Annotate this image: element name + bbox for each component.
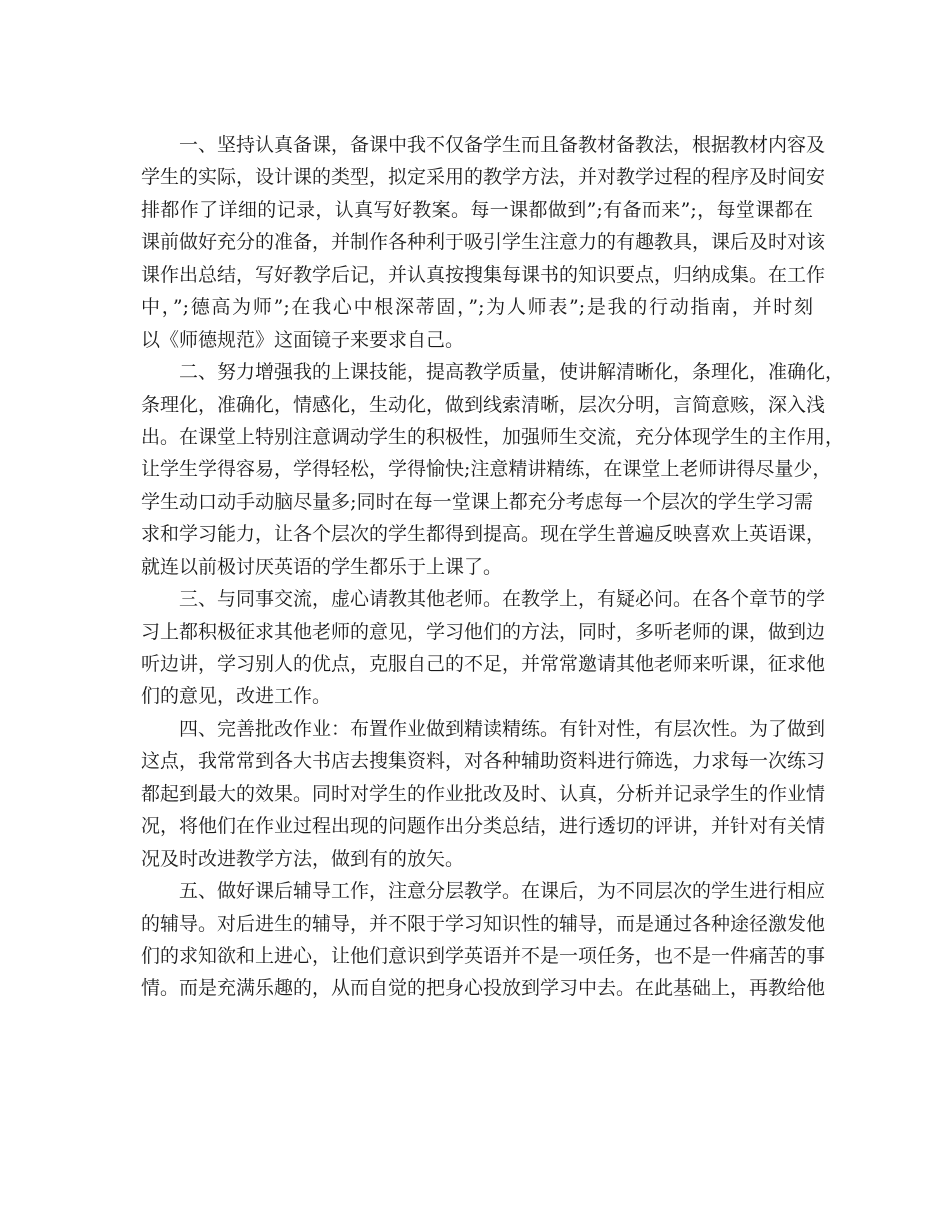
paragraph-line: 习上都积极征求其他老师的意见，学习他们的方法，同时，多听老师的课，做到边 xyxy=(141,620,826,643)
paragraph-first-line: 四、完善批改作业：布置作业做到精读精练。有针对性，有层次性。为了做到 xyxy=(179,717,826,740)
paragraph-line: 这点，我常常到各大书店去搜集资料，对各种辅助资料进行筛选，力求每一次练习 xyxy=(141,750,826,773)
paragraph-line: 情。而是充满乐趣的，从而自觉的把身心投放到学习中去。在此基础上，再教给他 xyxy=(141,977,826,1000)
paragraph-line: 排都作了详细的记录，认真写好教案。每一课都做到”;有备而来”;，每堂课都在 xyxy=(141,198,813,221)
paragraph-first-line: 二、努力增强我的上课技能，提高教学质量，使讲解清晰化，条理化，准确化， xyxy=(179,361,845,384)
paragraph-line: 求和学习能力，让各个层次的学生都得到提高。现在学生普遍反映喜欢上英语课， xyxy=(141,523,826,546)
paragraph-first-line: 三、与同事交流，虚心请教其他老师。在教学上，有疑必问。在各个章节的学 xyxy=(179,588,826,611)
paragraph xyxy=(141,583,826,713)
paragraph-first-line: 一、坚持认真备课，备课中我不仅备学生而且备教材备教法，根据教材内容及 xyxy=(179,134,826,156)
paragraph-line: 学生动口动手动脑尽量多;同时在每一堂课上都充分考虑每一个层次的学生学习需 xyxy=(141,490,813,513)
paragraph-line: 们的求知欲和上进心，让他们意识到学英语并不是一项任务，也不是一件痛苦的事 xyxy=(141,944,826,967)
paragraph-line: 课作出总结，写好教学后记，并认真按搜集每课书的知识要点，归纳成集。在工作 xyxy=(141,263,826,286)
paragraph-line: 都起到最大的效果。同时对学生的作业批改及时、认真，分析并记录学生的作业情 xyxy=(141,782,826,805)
paragraph-line: 就连以前极讨厌英语的学生都乐于上课了。 xyxy=(141,555,503,578)
paragraph-line: 以《师德规范》这面镜子来要求自己。 xyxy=(141,328,465,351)
paragraph-line: 让学生学得容易，学得轻松，学得愉快;注意精讲精练，在课堂上老师讲得尽量少， xyxy=(141,458,832,481)
paragraph-line: 况，将他们在作业过程出现的问题作出分类总结，进行透切的评讲，并针对有关情 xyxy=(141,815,826,838)
paragraph-line: 们的意见，改进工作。 xyxy=(141,685,332,708)
paragraph xyxy=(141,875,826,1005)
paragraph-line: 听边讲，学习别人的优点，克服自己的不足，并常常邀请其他老师来听课，征求他 xyxy=(141,653,826,675)
paragraph xyxy=(141,356,845,583)
paragraph xyxy=(141,713,826,875)
paragraph-line: 的辅导。对后进生的辅导，并不限于学习知识性的辅导，而是通过各种途径激发他 xyxy=(141,912,826,935)
paragraph-line: 课前做好充分的准备，并制作各种利于吸引学生注意力的有趣教具，课后及时对该 xyxy=(141,231,826,254)
paragraph-line: 况及时改进教学方法，做到有的放矢。 xyxy=(141,847,465,870)
paragraph-line: 出。在课堂上特别注意调动学生的积极性，加强师生交流，充分体现学生的主作用， xyxy=(141,425,845,448)
document-body xyxy=(141,129,845,1005)
paragraph-first-line: 五、做好课后辅导工作，注意分层教学。在课后，为不同层次的学生进行相应 xyxy=(179,880,826,903)
paragraph-line: 中，”;德高为师”;在我心中根深蒂固，”;为人师表”;是我的行动指南，并时刻 xyxy=(141,296,813,319)
paragraph-line: 条理化，准确化，情感化，生动化，做到线索清晰，层次分明，言简意赅，深入浅 xyxy=(141,393,826,416)
paragraph xyxy=(141,129,826,356)
paragraph-line: 学生的实际，设计课的类型，拟定采用的教学方法，并对教学过程的程序及时间安 xyxy=(141,166,826,189)
